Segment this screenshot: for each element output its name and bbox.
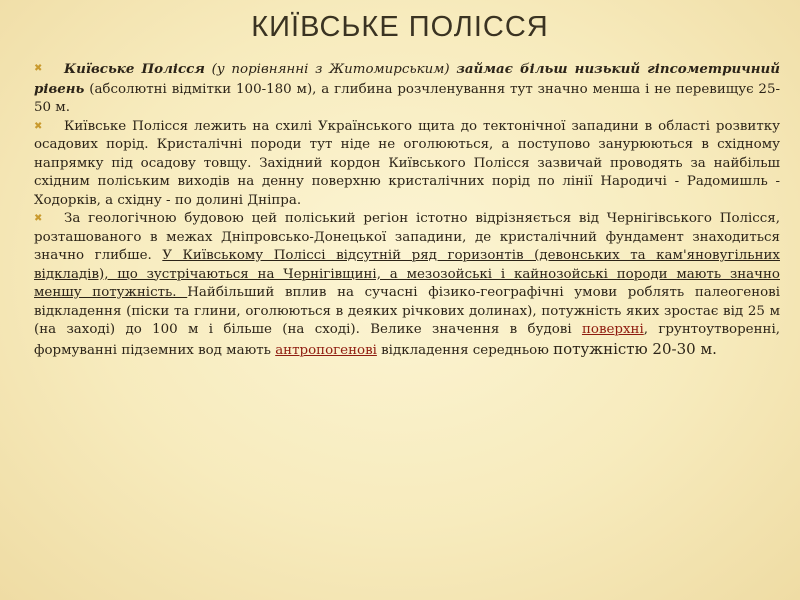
paragraph-2 (34, 118, 780, 211)
bullet-icon: ✖ (34, 120, 43, 132)
paragraph-3-text-g: відкладення середньою (376, 342, 554, 358)
paragraph-1 (34, 60, 780, 118)
paragraph-3-text-c: Найбільший вплив на сучасні фізико-географічні умови роблять палеогенові відкладення (піски та глини, оголюються в деяких річкових долинах), потужність яких зростає від 25 м (на заході) до 100 м і більше (на сході). Велике значення в будові (34, 285, 780, 337)
slide-body (34, 60, 780, 360)
bullet-icon: ✖ (34, 213, 43, 224)
paragraph-3-underlined: У Київському Поліссі відсутній ряд горизонтів (девонських та кам'яновугільних відкладів), що зустрічаються на Чернігівщині, а мезозойські і кайнозойські породи мають значно меншу потужність. (34, 248, 780, 300)
link-antropohenovi[interactable]: антропогенові (275, 342, 377, 358)
paragraph-2-text: Київське Полісся лежить на схилі Українського щита до тектонічної западини в області розвитку осадових порід. Кристалічні породи тут ніде не оголюються, а поступово занурюються в східному напрямку під осадову товщу. Західний кордон Київського Полісся зазвичай проводять за найбільш східним поліським виходів на денну поверхню кристалічних порід по лінії Народичі - Радомишль - Ходорків, а східну - по долині Дніпра. (34, 118, 780, 208)
slide-title: КИЇВСЬКЕ ПОЛІССЯ (251, 11, 549, 43)
paragraph-1-text: (абсолютні відмітки 100-180 м), а глибина розчленування тут значно менша і не перевищує 25-50 м. (34, 81, 780, 115)
paragraph-3-text-h: потужністю 20-30 м. (553, 339, 717, 358)
bullet-icon: ✖ (34, 63, 43, 74)
link-poverkhni[interactable]: поверхні (581, 322, 644, 337)
paragraph-3-text-e: , грунтоутворенні, формуванні підземних вод мають (34, 322, 780, 358)
paragraph-3 (34, 210, 780, 360)
paragraph-1-term: Київське Полісся (у порівнянні з Житомирським) займає більш низький гіпсометричний рівень (34, 61, 780, 97)
paragraph-3-text-a: За геологічною будовою цей поліський регіон істотно відрізняється від Чернігівського Полісся, розташованого в межах Дніпровсько-Донецької западини, де кристалічний фундамент знаходиться значно глибше. (34, 211, 780, 263)
